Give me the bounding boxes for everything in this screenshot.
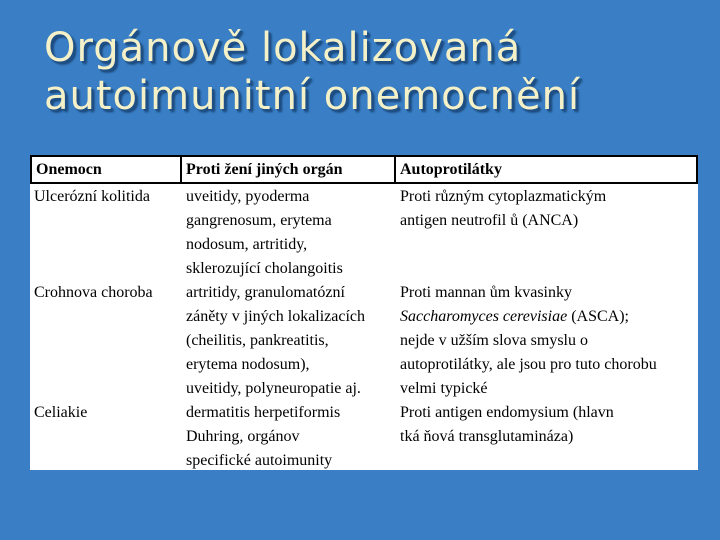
row-3-antibodies (400, 401, 614, 449)
header-divider (394, 157, 396, 182)
row-3-disease (34, 401, 87, 425)
table-header (30, 155, 698, 184)
antibodies-line: Proti mannan ům kvasinky (400, 284, 572, 301)
header-organ-involvement: Proti žení jiných orgán (186, 161, 343, 178)
row-2-disease (34, 281, 153, 305)
autoimmune-table (30, 155, 698, 470)
slide-title-line-2: autoimunitní onemocnění (44, 73, 581, 119)
antibodies-line: autoprotilátky, ale jsou pro tuto chorobu (400, 356, 657, 373)
antibodies-line: velmi typické (400, 380, 488, 397)
row-1-antibodies (400, 185, 606, 233)
antibodies-line: Proti antigen endomysium (hlavn (400, 404, 614, 421)
organs-line: nodosum, artritidy, (186, 236, 308, 253)
row-2-antibodies (400, 281, 657, 401)
disease-name: Celiakie (34, 404, 88, 421)
row-1-disease (34, 185, 150, 209)
header-autoantibodies: Autoprotilátky (400, 161, 502, 178)
organs-line: uveitidy, polyneuropatie aj. (186, 380, 361, 397)
organism-name: Saccharomyces cerevisiae (400, 308, 568, 325)
disease-name: Crohnova choroba (34, 284, 153, 301)
organs-line: specifické autoimunity (186, 452, 333, 469)
row-1-organs (186, 185, 343, 281)
organs-line: (cheilitis, pankreatitis, (186, 332, 329, 349)
organs-line: dermatitis herpetiformis (186, 404, 341, 421)
organs-line: sklerozující cholangoitis (186, 260, 343, 277)
organs-line: uveitidy, pyoderma (186, 188, 310, 205)
antibodies-abbrev: (ASCA); (567, 308, 629, 325)
header-divider (180, 157, 182, 182)
disease-name: Ulcerózní kolitida (34, 188, 150, 205)
antibodies-line: tká ňová transglutamináza) (400, 428, 574, 445)
slide-title-line-1: Orgánově lokalizovaná (44, 25, 522, 71)
header-disease: Onemocn (36, 161, 102, 178)
antibodies-line: Proti různým cytoplazmatickým (400, 188, 607, 205)
organs-line: záněty v jiných lokalizacích (186, 308, 366, 325)
organs-line: gangrenosum, erytema (186, 212, 332, 229)
organs-line: Duhring, orgánov (186, 428, 300, 445)
antibodies-line: antigen neutrofil ů (ANCA) (400, 212, 579, 229)
row-2-organs (186, 281, 365, 401)
organs-line: erytema nodosum), (186, 356, 310, 373)
slide-title (44, 24, 704, 120)
organs-line: artritidy, granulomatózní (186, 284, 345, 301)
antibodies-line: nejde v užším slova smyslu o (400, 332, 588, 349)
antibodies-line-organism (400, 305, 657, 329)
row-3-organs (186, 401, 340, 470)
